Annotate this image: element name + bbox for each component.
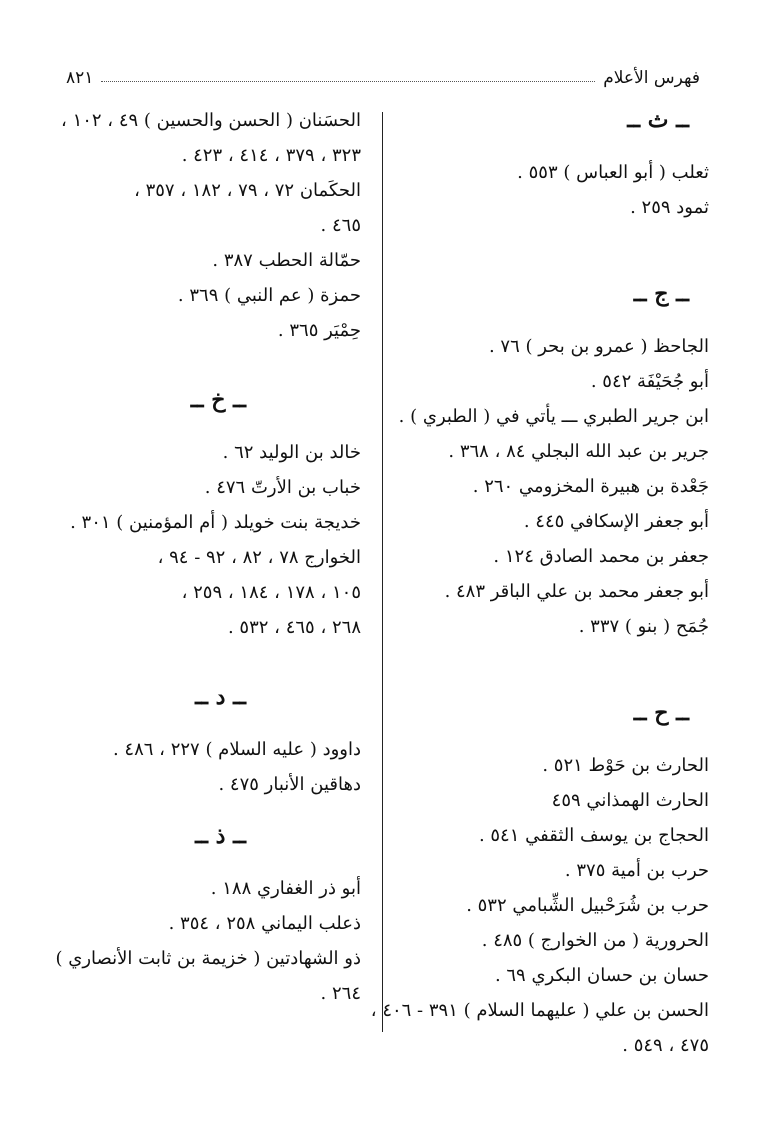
- section-heading-ha: ــ ح ــ: [633, 700, 689, 726]
- index-entry: ذعلب اليماني ٢٥٨ ، ٣٥٤ .: [168, 913, 361, 934]
- index-entry: حرب بن شُرَحْبيل الشِّبامي ٥٣٢ .: [466, 895, 709, 916]
- index-entry: الحسن بن علي ( عليهما السلام ) ٣٩١ - ٤٠٦ ،: [370, 1000, 709, 1021]
- index-entry: الحارث الهمذاني ٤٥٩: [551, 790, 709, 811]
- index-entry: أبو ذر الغفاري ١٨٨ .: [210, 878, 361, 899]
- index-entry: ابن جرير الطبري ـــ يأتي في ( الطبري ) .: [398, 406, 709, 427]
- index-entry: حِمْيَر ٣٦٥ .: [277, 320, 361, 341]
- index-entry: الحكَمان ٧٢ ، ٧٩ ، ١٨٢ ، ٣٥٧ ،: [134, 180, 361, 201]
- index-entry: الخوارج ٧٨ ، ٨٢ ، ٩٢ - ٩٤ ،: [157, 547, 361, 568]
- index-entry: جرير بن عبد الله البجلي ٨٤ ، ٣٦٨ .: [448, 441, 709, 462]
- index-entry: جعفر بن محمد الصادق ١٢٤ .: [493, 546, 709, 567]
- index-entry: الجاحظ ( عمرو بن بحر ) ٧٦ .: [488, 336, 709, 357]
- index-entry: ٢٦٤ .: [320, 983, 361, 1004]
- section-heading-kha: ــ خ ــ: [190, 387, 246, 413]
- index-entry: داوود ( عليه السلام ) ٢٢٧ ، ٤٨٦ .: [112, 739, 361, 760]
- index-entry: جُمَح ( بنو ) ٣٣٧ .: [578, 616, 709, 637]
- index-entry: خديجة بنت خويلد ( أم المؤمنين ) ٣٠١ .: [70, 512, 361, 533]
- index-entry: أبو جُحَيْفَة ٥٤٢ .: [590, 371, 709, 392]
- index-entry: ثمود ٢٥٩ .: [630, 197, 709, 218]
- index-entry: جَعْدة بن هبيرة المخزومي ٢٦٠ .: [472, 476, 709, 497]
- section-heading-jim: ــ ج ــ: [633, 281, 689, 307]
- right-column: [370, 103, 709, 1063]
- left-column: [56, 103, 361, 1011]
- index-entry: ٤٦٥ .: [320, 215, 361, 236]
- index-entry: ٢٦٨ ، ٤٦٥ ، ٥٣٢ .: [227, 617, 361, 638]
- index-entry: ٣٢٣ ، ٣٧٩ ، ٤١٤ ، ٤٢٣ .: [181, 145, 361, 166]
- running-header: [66, 62, 700, 88]
- index-entry: حرب بن أمية ٣٧٥ .: [564, 860, 709, 881]
- index-entry: ثعلب ( أبو العباس ) ٥٥٣ .: [517, 162, 709, 183]
- section-heading-tha: ــ ث ــ: [627, 107, 689, 133]
- index-entry: خباب بن الأرتّ ٤٧٦ .: [204, 477, 361, 498]
- section-heading-dal: ــ د ــ: [195, 684, 246, 710]
- header-title: فهرس الأعلام: [603, 68, 700, 88]
- index-entry: خالد بن الوليد ٦٢ .: [222, 442, 361, 463]
- page-number: ٨٢١: [66, 68, 94, 88]
- index-entry: حمّالة الحطب ٣٨٧ .: [212, 250, 361, 271]
- index-entry: الحجاج بن يوسف الثقفي ٥٤١ .: [478, 825, 709, 846]
- index-entry: حمزة ( عم النبي ) ٣٦٩ .: [177, 285, 361, 306]
- index-entry: الحرورية ( من الخوارج ) ٤٨٥ .: [481, 930, 709, 951]
- column-divider: [382, 112, 383, 1032]
- index-entry: ٤٧٥ ، ٥٤٩ .: [622, 1035, 709, 1056]
- index-entry: أبو جعفر الإسكافي ٤٤٥ .: [523, 511, 709, 532]
- index-entry: ذو الشهادتين ( خزيمة بن ثابت الأنصاري ): [55, 948, 361, 969]
- section-heading-dhal: ــ ذ ــ: [195, 823, 246, 849]
- index-entry: دهاقين الأنبار ٤٧٥ .: [218, 774, 361, 795]
- index-entry: الحسَنان ( الحسن والحسين ) ٤٩ ، ١٠٢ ،: [61, 110, 361, 131]
- header-dot-leader: [101, 80, 595, 82]
- index-entry: ١٠٥ ، ١٧٨ ، ١٨٤ ، ٢٥٩ ،: [181, 582, 361, 603]
- index-entry: حسان بن حسان البكري ٦٩ .: [494, 965, 709, 986]
- index-entry: الحارث بن حَوْط ٥٢١ .: [542, 755, 709, 776]
- index-entry: أبو جعفر محمد بن علي الباقر ٤٨٣ .: [444, 581, 709, 602]
